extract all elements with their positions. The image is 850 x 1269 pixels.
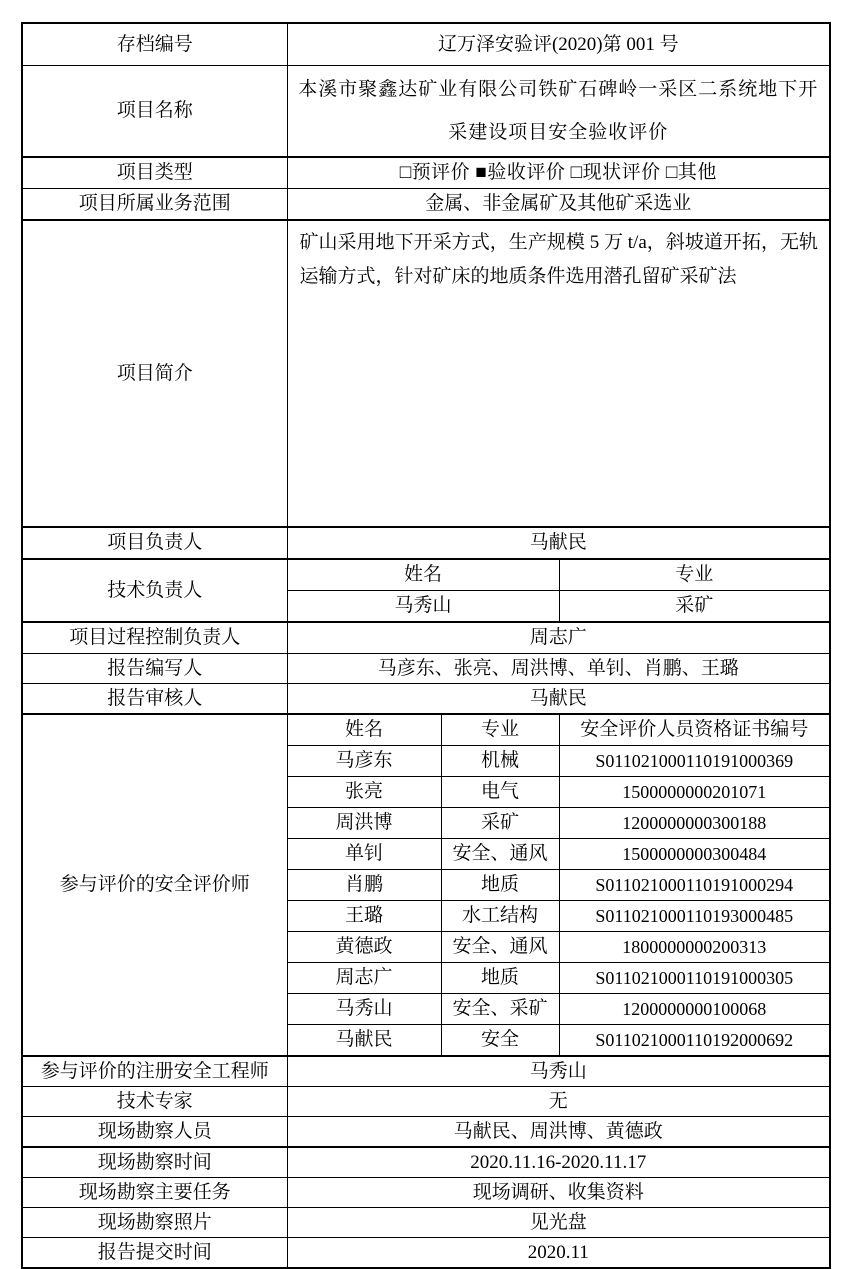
evaluator-name: 肖鹏 <box>287 870 441 901</box>
project-name-value <box>287 66 830 158</box>
project-name-label: 项目名称 <box>22 66 287 158</box>
row-report-reviewer <box>22 684 830 715</box>
survey-task-label: 现场勘察主要任务 <box>22 1178 287 1208</box>
evaluator-cert: S011021000110191000294 <box>559 870 830 901</box>
survey-time-label: 现场勘察时间 <box>22 1147 287 1178</box>
evaluator-name: 马献民 <box>287 1025 441 1057</box>
row-registered-safety-engineer <box>22 1056 830 1087</box>
tech-expert-value: 无 <box>287 1087 830 1117</box>
evaluator-cert: S011021000110191000305 <box>559 963 830 994</box>
row-survey-photos <box>22 1208 830 1238</box>
registered-safety-engineer-label: 参与评价的注册安全工程师 <box>22 1056 287 1087</box>
process-control-leader-value: 周志广 <box>287 622 830 654</box>
evaluator-name: 马彦东 <box>287 746 441 777</box>
archive-number-label: 存档编号 <box>22 23 287 66</box>
evaluator-name: 张亮 <box>287 777 441 808</box>
tech-leader-name: 马秀山 <box>287 591 559 623</box>
survey-staff-label: 现场勘察人员 <box>22 1117 287 1148</box>
tech-leader-specialty-header: 专业 <box>559 559 830 591</box>
business-scope-label: 项目所属业务范围 <box>22 189 287 221</box>
row-business-scope <box>22 189 830 221</box>
evaluator-name: 黄德政 <box>287 932 441 963</box>
survey-photos-label: 现场勘察照片 <box>22 1208 287 1238</box>
evaluators-name-header: 姓名 <box>287 714 441 746</box>
project-intro-value: 矿山采用地下开采方式，生产规模 5 万 t/a，斜坡道开拓，无轨运输方式，针对矿床的地质条件选用潜孔留矿采矿法 <box>287 220 830 527</box>
evaluator-name: 周志广 <box>287 963 441 994</box>
evaluator-specialty: 采矿 <box>441 808 559 839</box>
row-report-submit-time <box>22 1238 830 1269</box>
row-survey-time <box>22 1147 830 1178</box>
survey-photos-value: 见光盘 <box>287 1208 830 1238</box>
row-project-name <box>22 66 830 158</box>
row-tech-expert <box>22 1087 830 1117</box>
evaluator-cert: 1500000000201071 <box>559 777 830 808</box>
survey-task-value: 现场调研、收集资料 <box>287 1178 830 1208</box>
registered-safety-engineer-value: 马秀山 <box>287 1056 830 1087</box>
project-leader-label: 项目负责人 <box>22 527 287 559</box>
row-archive-number <box>22 23 830 66</box>
project-intro-label: 项目简介 <box>22 220 287 527</box>
tech-leader-name-header: 姓名 <box>287 559 559 591</box>
evaluator-cert: 1200000000300188 <box>559 808 830 839</box>
report-submit-time-label: 报告提交时间 <box>22 1238 287 1269</box>
evaluator-specialty: 地质 <box>441 870 559 901</box>
row-survey-staff <box>22 1117 830 1148</box>
evaluator-cert: 1200000000100068 <box>559 994 830 1025</box>
survey-staff-value: 马献民、周洪博、黄德政 <box>287 1117 830 1148</box>
archive-number-value: 辽万泽安验评(2020)第 001 号 <box>287 23 830 66</box>
evaluator-name: 王璐 <box>287 901 441 932</box>
row-survey-task <box>22 1178 830 1208</box>
project-info-table <box>21 22 831 1269</box>
survey-time-value: 2020.11.16-2020.11.17 <box>287 1147 830 1178</box>
project-name-line2: 采建设项目安全验收评价 <box>448 121 669 143</box>
row-report-writers <box>22 654 830 684</box>
evaluator-name: 单钊 <box>287 839 441 870</box>
report-reviewer-label: 报告审核人 <box>22 684 287 715</box>
row-project-intro <box>22 220 830 527</box>
evaluator-specialty: 地质 <box>441 963 559 994</box>
evaluators-cert-header: 安全评价人员资格证书编号 <box>559 714 830 746</box>
project-type-checkboxes: □预评价 ■验收评价 □现状评价 □其他 <box>287 157 830 189</box>
row-process-control-leader <box>22 622 830 654</box>
evaluator-specialty: 安全、采矿 <box>441 994 559 1025</box>
project-name-line1: 本溪市聚鑫达矿业有限公司铁矿石碑岭一采区二系统地下开 <box>298 78 819 100</box>
tech-leader-specialty: 采矿 <box>559 591 830 623</box>
evaluators-specialty-header: 专业 <box>441 714 559 746</box>
evaluators-label: 参与评价的安全评价师 <box>22 714 287 1056</box>
row-tech-leader-header <box>22 559 830 591</box>
row-project-type <box>22 157 830 189</box>
evaluator-specialty: 安全、通风 <box>441 839 559 870</box>
evaluator-name: 周洪博 <box>287 808 441 839</box>
evaluator-specialty: 机械 <box>441 746 559 777</box>
process-control-leader-label: 项目过程控制负责人 <box>22 622 287 654</box>
report-writers-label: 报告编写人 <box>22 654 287 684</box>
report-reviewer-value: 马献民 <box>287 684 830 715</box>
project-type-label: 项目类型 <box>22 157 287 189</box>
row-project-leader <box>22 527 830 559</box>
business-scope-value: 金属、非金属矿及其他矿采选业 <box>287 189 830 221</box>
evaluator-name: 马秀山 <box>287 994 441 1025</box>
tech-leader-label: 技术负责人 <box>22 559 287 622</box>
project-leader-value: 马献民 <box>287 527 830 559</box>
evaluator-specialty: 安全、通风 <box>441 932 559 963</box>
evaluator-cert: 1800000000200313 <box>559 932 830 963</box>
tech-expert-label: 技术专家 <box>22 1087 287 1117</box>
evaluator-specialty: 电气 <box>441 777 559 808</box>
report-submit-time-value: 2020.11 <box>287 1238 830 1269</box>
evaluator-cert: S011021000110192000692 <box>559 1025 830 1057</box>
report-writers-value: 马彦东、张亮、周洪博、单钊、肖鹏、王璐 <box>287 654 830 684</box>
evaluator-cert: S011021000110191000369 <box>559 746 830 777</box>
evaluator-specialty: 水工结构 <box>441 901 559 932</box>
row-evaluators-header <box>22 714 830 746</box>
evaluator-cert: S011021000110193000485 <box>559 901 830 932</box>
evaluator-specialty: 安全 <box>441 1025 559 1057</box>
evaluator-cert: 1500000000300484 <box>559 839 830 870</box>
